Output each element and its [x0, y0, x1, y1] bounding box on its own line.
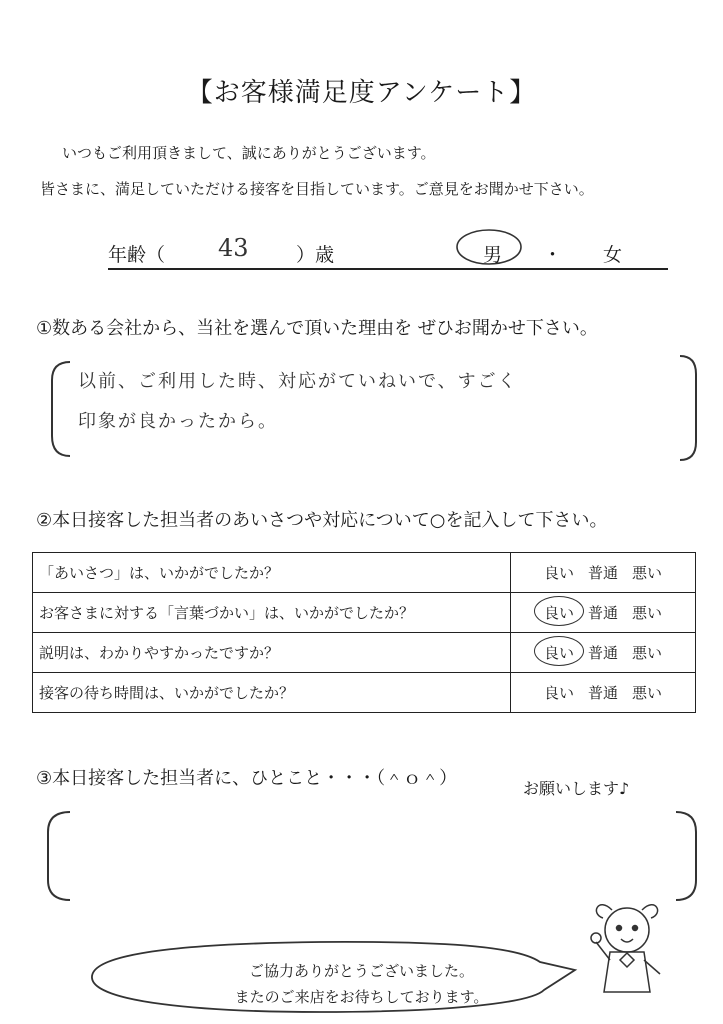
answer-line-2: 印象が良かったから。: [78, 411, 278, 432]
rating-option[interactable]: 悪い: [632, 644, 663, 662]
rating-choices: [511, 633, 696, 673]
rating-choices: [511, 553, 696, 593]
rating-choices: [511, 673, 696, 713]
gender-female-option[interactable]: 女: [603, 244, 623, 266]
question-1-label: ①数ある会社から、当社を選んで頂いた理由を ぜひお聞かせ下さい。: [36, 318, 598, 339]
rating-option[interactable]: 悪い: [632, 564, 663, 582]
question-3-answer-area[interactable]: [70, 820, 670, 890]
rating-choices: [511, 593, 696, 633]
rating-question: 説明は、わかりやすかったですか？: [33, 633, 511, 673]
rating-table: [32, 552, 696, 713]
rating-option[interactable]: 良い: [543, 684, 574, 702]
gender-circle-mark: [457, 230, 521, 264]
rating-option[interactable]: 普通: [587, 684, 618, 702]
rating-row: [33, 673, 696, 713]
rating-row: [33, 553, 696, 593]
footer-thanks: ご協力ありがとうございました。: [248, 962, 474, 980]
rating-question: お客さまに対する「言葉づかい」は、いかがでしたか？: [33, 593, 511, 633]
rating-option[interactable]: 悪い: [632, 684, 663, 702]
request-note: お願いします♪: [523, 779, 630, 798]
answer-box-left-bracket: [52, 362, 70, 456]
question-1-answer[interactable]: [78, 362, 518, 442]
age-suffix: ）歳: [296, 244, 335, 266]
intro-line-2: 皆さまに、満足していただける接客を目指しています。ご意見をお聞かせ下さい。: [40, 180, 594, 198]
comment-box-right-bracket: [676, 812, 696, 900]
rating-option[interactable]: 普通: [587, 644, 618, 662]
rating-option[interactable]: 良い: [543, 644, 574, 662]
answer-box-right-bracket: [680, 356, 696, 460]
age-value[interactable]: 43: [218, 234, 249, 262]
footer-visit-again: またのご来店をお待ちしております。: [234, 988, 489, 1006]
question-3-label: ③本日接客した担当者に、ひとこと・・・（＾ｏ＾）: [36, 768, 458, 789]
age-label: 年齢（: [108, 244, 166, 266]
survey-title: 【お客様満足度アンケート】: [186, 78, 537, 108]
rating-row: [33, 633, 696, 673]
intro-line-1: いつもご利用頂きまして、誠にありがとうございます。: [62, 144, 436, 162]
rating-option[interactable]: 良い: [543, 564, 574, 582]
rating-option[interactable]: 良い: [543, 604, 574, 622]
answer-line-1: 以前、ご利用した時、対応がていねいで、すごく: [78, 371, 518, 392]
rating-row: [33, 593, 696, 633]
rating-question: 「あいさつ」は、いかがでしたか？: [33, 553, 511, 593]
rating-question: 接客の待ち時間は、いかがでしたか？: [33, 673, 511, 713]
rating-option[interactable]: 普通: [587, 604, 618, 622]
gender-separator: ・: [543, 244, 563, 266]
comment-box-left-bracket: [48, 812, 70, 900]
rating-option[interactable]: 普通: [587, 564, 618, 582]
rating-option[interactable]: 悪い: [632, 604, 663, 622]
question-2-label: ②本日接客した担当者のあいさつや対応について○を記入して下さい。: [36, 510, 608, 531]
gender-male-option[interactable]: 男: [483, 244, 503, 266]
